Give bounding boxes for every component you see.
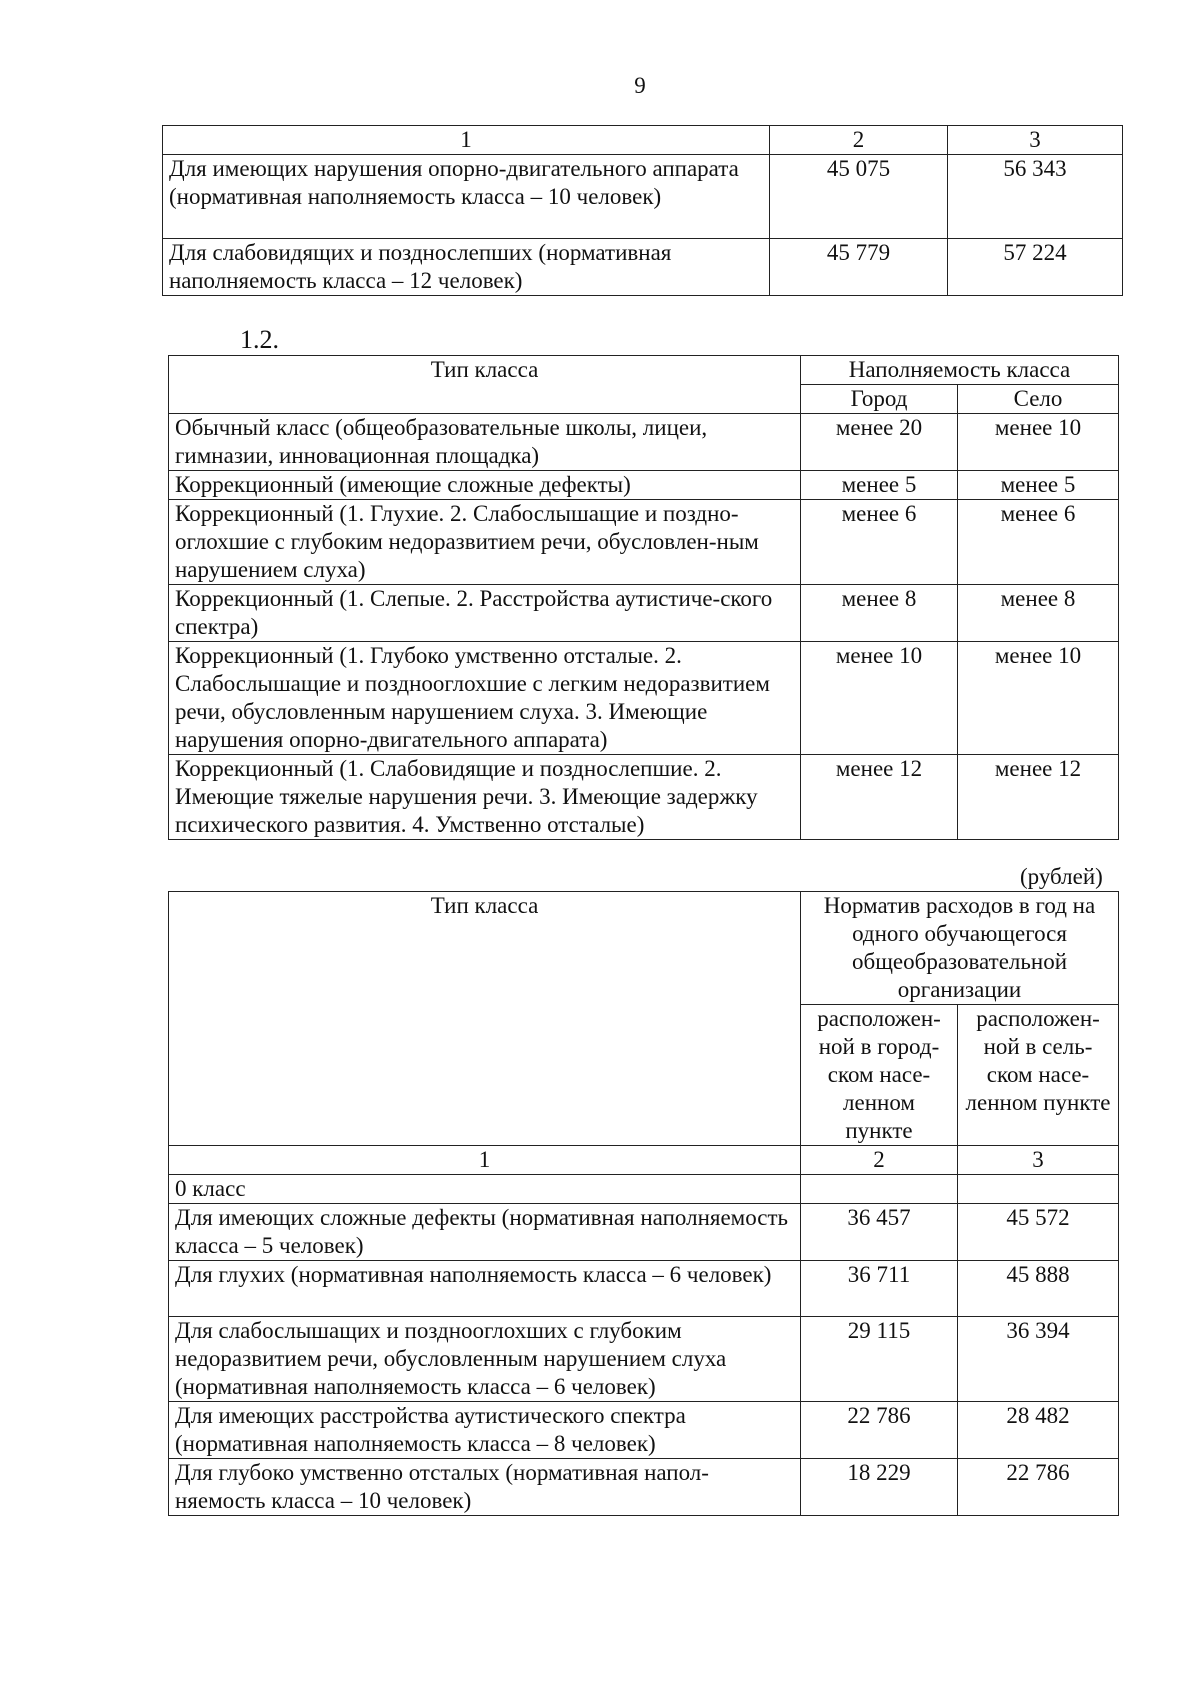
table-row [163,155,1123,239]
column-number: 2 [801,1146,958,1175]
row-label: Коррекционный (1. Глубоко умственно отсталые. 2. Слабослышащие и позднооглохшие с легким недоразвитием речи, обусловленным нарушением слуха. 3. Имеющие нарушения опорно-двигательного аппарата) [169,642,801,755]
city-value: 22 786 [801,1402,958,1459]
city-value: 29 115 [801,1317,958,1402]
row-label: Для имеющих расстройства аутистического спектра (нормативная наполняемость класса – 8 человек) [169,1402,801,1459]
table-row [169,1261,1119,1317]
column-city-header: Город [801,385,958,414]
column-number: 1 [169,1146,801,1175]
city-value: менее 10 [801,642,958,755]
table-header-row [163,126,1123,155]
column-number: 3 [958,1146,1119,1175]
village-value: менее 5 [958,471,1119,500]
city-value: 45 075 [770,155,948,239]
row-label: Для имеющих нарушения опорно-двигательного аппарата (нормативная наполняемость класса – 10 человек) [163,155,770,239]
city-value: менее 6 [801,500,958,585]
row-label: Коррекционный (1. Глухие. 2. Слабослышащие и поздно-оглохшие с глубоким недоразвитием речи, обусловлен-ным нарушением слуха) [169,500,801,585]
city-value: 45 779 [770,239,948,296]
row-label: Для слабослышащих и позднооглохших с глубоким недоразвитием речи, обусловленным нарушением слуха (нормативная наполняемость класса – 6 человек) [169,1317,801,1402]
table-row [169,500,1119,585]
village-value: 57 224 [948,239,1123,296]
table-class-fill [168,355,1119,840]
city-value: менее 20 [801,414,958,471]
row-label: Коррекционный (1. Слепые. 2. Расстройства аутистиче-ского спектра) [169,585,801,642]
table-row [169,755,1119,840]
table-continuation [162,125,1123,296]
column-village-header: расположен-ной в сель-ском насе-ленном пункте [958,1005,1119,1146]
row-label: Для слабовидящих и позднослепших (нормативная наполняемость класса – 12 человек) [163,239,770,296]
table-row [169,1204,1119,1261]
column-type-header: Тип класса [169,892,801,1146]
table-row [169,471,1119,500]
table-number-row [169,1146,1119,1175]
row-label: 0 класс [169,1175,801,1204]
village-value: 45 572 [958,1204,1119,1261]
city-value: 18 229 [801,1459,958,1516]
village-value: менее 8 [958,585,1119,642]
village-value: 45 888 [958,1261,1119,1317]
table-expense-norms [168,891,1119,1516]
table-row [169,414,1119,471]
column-number: 1 [163,126,770,155]
village-value: 28 482 [958,1402,1119,1459]
table-row [169,1317,1119,1402]
table-row [169,1175,1119,1204]
table-row [163,239,1123,296]
column-fill-header: Наполняемость класса [801,356,1119,385]
table-header-row [169,892,1119,1005]
row-label: Коррекционный (имеющие сложные дефекты) [169,471,801,500]
table-row [169,1402,1119,1459]
table-row [169,585,1119,642]
city-value: менее 5 [801,471,958,500]
row-label: Для глухих (нормативная наполняемость класса – 6 человек) [169,1261,801,1317]
village-value [958,1175,1119,1204]
page-number: 9 [634,73,646,98]
row-label: Для имеющих сложные дефекты (нормативная наполняемость класса – 5 человек) [169,1204,801,1261]
village-value: менее 10 [958,414,1119,471]
village-value: менее 6 [958,500,1119,585]
row-label: Коррекционный (1. Слабовидящие и позднослепшие. 2. Имеющие тяжелые нарушения речи. 3. Имеющие задержку психического развития. 4. Умственно отсталые) [169,755,801,840]
unit-label: (рублей) [1020,864,1103,889]
section-label: 1.2. [240,325,279,354]
column-number: 2 [770,126,948,155]
column-city-header: расположен-ной в город-ском насе-ленном пункте [801,1005,958,1146]
village-value: 56 343 [948,155,1123,239]
column-norm-header: Норматив расходов в год на одного обучающегося общеобразовательной организации [801,892,1119,1005]
table-row [169,1459,1119,1516]
column-number: 3 [948,126,1123,155]
village-value: менее 12 [958,755,1119,840]
city-value: менее 12 [801,755,958,840]
city-value: менее 8 [801,585,958,642]
table-header-row [169,356,1119,385]
column-type-header: Тип класса [169,356,801,414]
city-value [801,1175,958,1204]
column-village-header: Село [958,385,1119,414]
village-value: 36 394 [958,1317,1119,1402]
table-row [169,642,1119,755]
city-value: 36 711 [801,1261,958,1317]
city-value: 36 457 [801,1204,958,1261]
village-value: 22 786 [958,1459,1119,1516]
row-label: Для глубоко умственно отсталых (нормативная напол-няемость класса – 10 человек) [169,1459,801,1516]
village-value: менее 10 [958,642,1119,755]
row-label: Обычный класс (общеобразовательные школы, лицеи, гимназии, инновационная площадка) [169,414,801,471]
